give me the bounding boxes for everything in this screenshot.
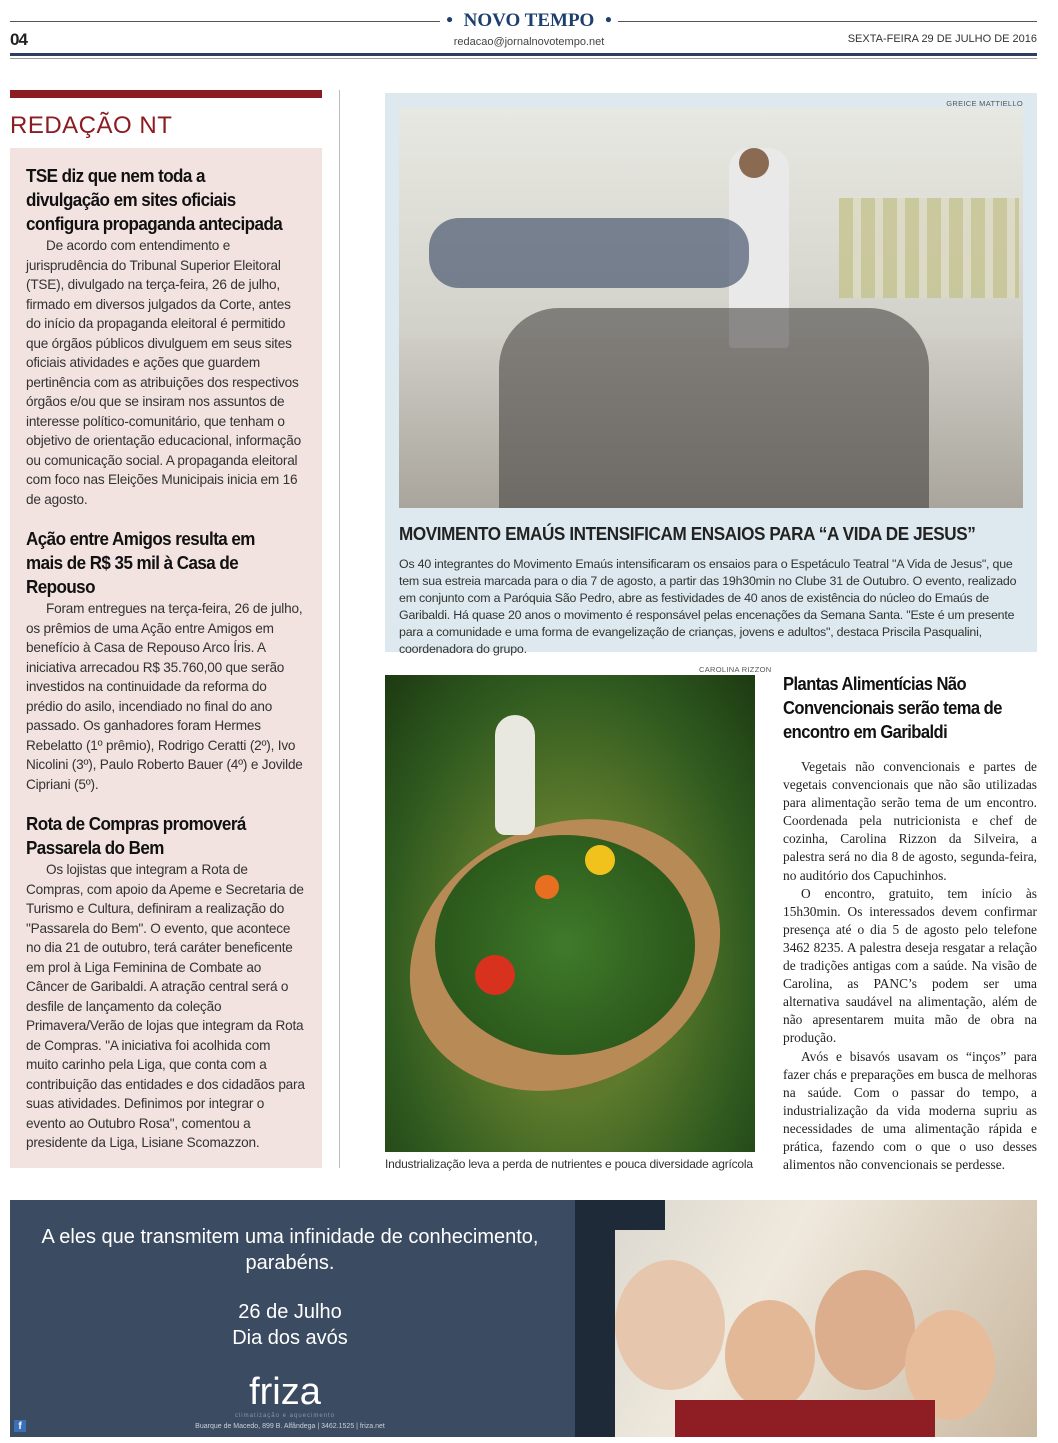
photo-credit: GREICE MATTIELLO [946, 99, 1023, 108]
news-item [26, 164, 306, 509]
plants-article [783, 672, 1037, 1174]
newspaper-brand: • NOVO TEMPO • [0, 10, 1058, 32]
ad-message: A eles que transmitem uma infinidade de conhecimento, parabéns. [41, 1226, 539, 1274]
article-paragraph: Avós e bisavós usavam os “inços” para fazer chás e preparações em busca de melhoras na saúde. Com o passar do tempo, a industrialização da vida moderna supriu as necessidades de uma alimentação rápida e prática, fazendo com o que o uso desses alimentos não convencionais se perdesse. [783, 1048, 1037, 1173]
news-body: Os lojistas que integram a Rota de Compras, com apoio da Apeme e Secretaria de Turismo e Cultura, definiram a realização do "Passarela do Bem". O evento, que acontece no dia 21 de outubro, terá caráter beneficente em prol à Liga Feminina de Combate ao Câncer de Garibaldi. A atração central será o desfile de lançamento da coleção Primavera/Verão de lojas que integram da Rota de Compras. "A iniciativa foi acolhida com muito carinho pela Liga, que conta com a contribuição das entidades e dos cidadãos para suas atividades. Definimos por integrar o evento ao Outubro Rosa", comentou a presidente da Liga, Lisiane Scomazzon. [26, 862, 305, 1150]
header-date: SEXTA-FEIRA 29 DE JULHO DE 2016 [847, 33, 1037, 45]
header-divider [10, 53, 1037, 56]
news-body: Foram entregues na terça-feira, 26 de julho, os prêmios de uma Ação entre Amigos em benefício à Casa de Repouso Arco Íris. A iniciativa arrecadou R$ 35.760,00 que serão investidos na continuidade da reforma do prédio do asilo, incendiado no final do ano passado. Os ganhadores foram Hermes Rebelatto (1º prêmio), Rodrigo Ceratti (2º), Ivo Nicolini (3º), Paulo Roberto Bauer (4º) e Jovilde Cipriani (5º). [26, 601, 303, 792]
column-divider [339, 90, 340, 1168]
friza-logo: friza [249, 1371, 321, 1413]
feature-body: Os 40 integrantes do Movimento Emaús intensificaram os ensaios para o Espetáculo Teatral "A Vida de Jesus", que tem sua estreia marcada para o dia 7 de agosto, a partir das 19h30min no Clube 31 de Outubro. O evento, realizado em conjunto com a Paróquia São Pedro, abre as festividades de 40 anos de existência do núcleo do Emaús de Garibaldi. Há quase 20 anos o movimento é responsável pelas encenações da Semana Santa. "Este é um presente para a comunidade e uma forma de evangelização de crianças, jovens e adultos", destaca Priscila Pasqualini, coordenadora do grupo. [399, 557, 1017, 656]
page-number: 04 [10, 30, 27, 49]
news-item [26, 527, 306, 794]
grandparents-photo [575, 1200, 1037, 1437]
news-headline: Ação entre Amigos resulta em mais de R$ 35 mil à Casa de Repouso [26, 528, 255, 597]
photo-credit: CAROLINA RIZZON [699, 665, 772, 674]
photo-caption: Industrialização leva a perda de nutrientes e pouca diversidade agrícola [385, 1157, 753, 1171]
header-email[interactable]: redacao@jornalnovotempo.net [453, 36, 605, 48]
section-title: REDAÇÃO NT [10, 112, 173, 139]
news-headline: Rota de Compras promoverá Passarela do Bem [26, 813, 246, 858]
section-bar [10, 90, 322, 98]
header-divider [10, 58, 1037, 59]
article-paragraph: Vegetais não convencionais e partes de vegetais convencionais que não são utilizadas para alimentação serão tema de um encontro. Coordenada pela nutricionista e chef de cozinha, Carolina Rizzon da Silveira, a palestra será no dia 8 de agosto, segunda-feira, no auditório dos Capuchinhos. [783, 759, 1037, 883]
news-headline: TSE diz que nem toda a divulgação em sites oficiais configura propaganda antecipada [26, 165, 283, 234]
article-headline: Plantas Alimentícias Não Convencionais serão tema de encontro em Garibaldi [783, 674, 1002, 742]
ad-occasion: Dia dos avós [232, 1327, 348, 1349]
edible-plants-photo [385, 675, 755, 1152]
ad-tagline: climatização e aquecimento [234, 1413, 336, 1419]
sidebar-news-box [10, 148, 322, 1168]
article-paragraph: O encontro, gratuito, tem início às 15h30min. Os interessados devem confirmar presença até o dia 5 de agosto pelo telefone 3462 8235. A palestra deseja resgatar a relação de tradições antigas com a saúde. Na visão de Carolina, as PANC’s podem ser uma alternativa saudável na alimentação, além de não apresentarem muita mão de obra na produção. [783, 885, 1037, 1046]
feature-headline: MOVIMENTO EMAÚS INTENSIFICAM ENSAIOS PARA “A VIDA DE JESUS” [399, 524, 976, 544]
news-item [26, 812, 306, 1153]
rehearsal-photo [399, 108, 1023, 508]
news-body: De acordo com entendimento e jurisprudência do Tribunal Superior Eleitoral (TSE), divulgado na terça-feira, 26 de julho, firmado em diversos julgados da Corte, antes do início da propaganda eleitoral é permitido que órgãos públicos divulguem em seus sites oficiais atividades e ações que guardem pertinência com as atribuições dos respectivos órgãos e/ou que se insiram nos assuntos de interesse político-comunitário, que tenham o objetivo de orientação educacional, informação ou comunicação social. A propaganda eleitoral com foco nas Eleições Municipais inicia em 16 de agosto. [26, 238, 301, 507]
ad-contact: Buarque de Macedo, 899 B. Alfândega | 3462.1525 | friza.net [195, 1423, 385, 1430]
ad-date: 26 de Julho [238, 1301, 342, 1323]
facebook-icon[interactable]: f [14, 1420, 26, 1432]
friza-advertisement[interactable] [10, 1200, 1037, 1437]
